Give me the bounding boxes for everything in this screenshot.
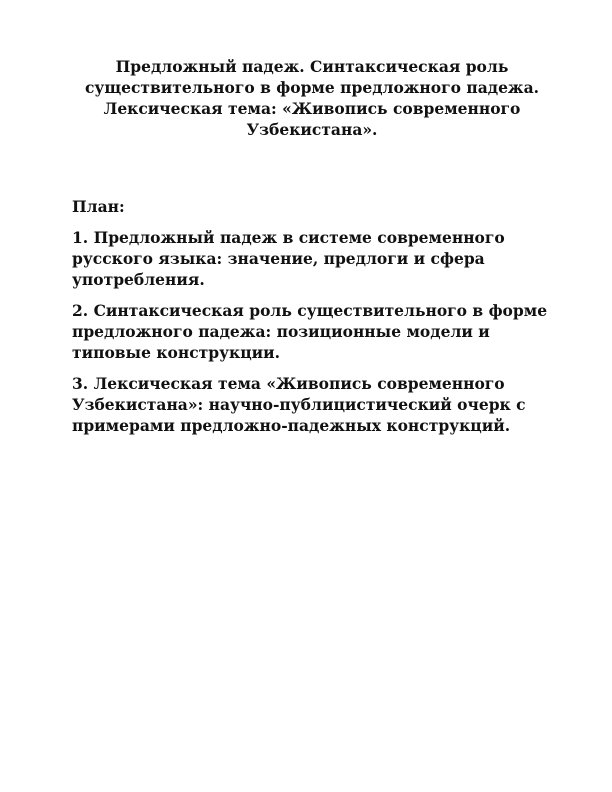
title-line: Предложный падеж. Синтаксическая роль xyxy=(115,57,509,76)
plan-item-text: 2. Синтаксическая роль существительного в форме предложного падежа: позиционные модели и типовые конструкции. xyxy=(72,301,548,362)
plan-item-text: 1. Предложный падеж в системе современного русского языка: значение, предлоги и сфера употребления. xyxy=(72,228,505,289)
plan-item-2 xyxy=(72,300,552,363)
plan-item-text: 3. Лексическая тема «Живопись современного Узбекистана»: научно-публицистический очерк с примерами предложно-падежных конструкций. xyxy=(72,374,526,435)
title-line: существительного в форме предложного падежа. xyxy=(84,78,540,97)
plan-heading: План: xyxy=(72,197,125,216)
plan-item-3 xyxy=(72,373,552,436)
title-line: Лексическая тема: «Живопись современного xyxy=(103,99,521,118)
plan-list xyxy=(72,227,552,436)
plan-item-1 xyxy=(72,227,552,290)
title-line: Узбекистана». xyxy=(246,120,378,139)
document-title xyxy=(72,56,552,140)
